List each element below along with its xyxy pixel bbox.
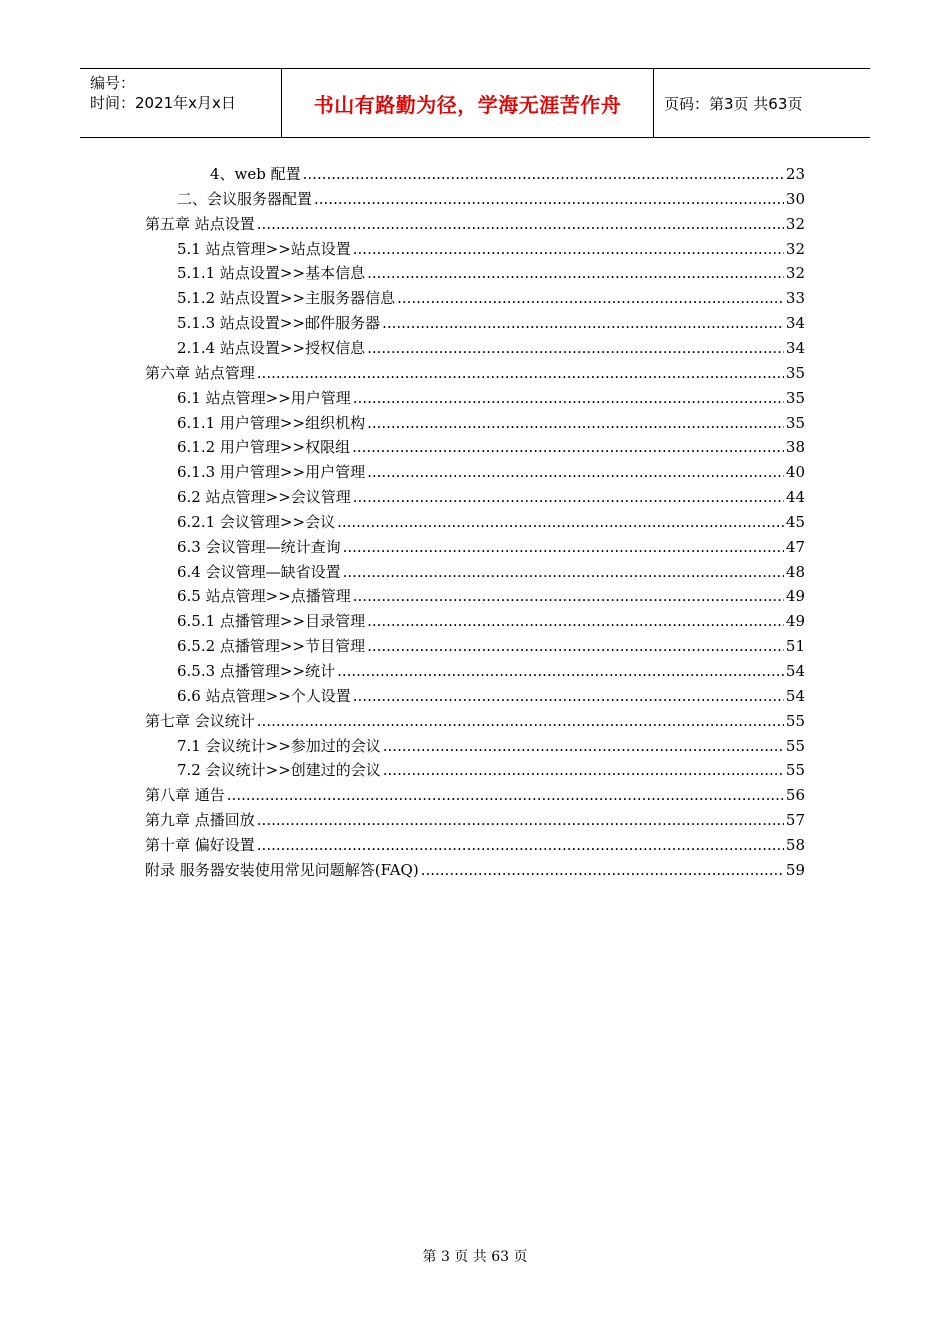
- toc-leader-dots: [257, 810, 784, 830]
- toc-entry-label: 二、会议服务器配置: [177, 189, 313, 208]
- toc-leader-dots: [303, 164, 784, 184]
- toc-entry-page: 57: [785, 811, 805, 830]
- toc-entry[interactable]: [177, 582, 805, 606]
- toc-entry[interactable]: [145, 806, 805, 830]
- toc-entry-page: 44: [785, 488, 805, 507]
- toc-leader-dots: [353, 388, 784, 408]
- toc-entry-page: 33: [785, 289, 805, 308]
- header-page-info-cell: [654, 69, 870, 137]
- toc-entry[interactable]: [177, 309, 805, 333]
- toc-entry[interactable]: [177, 284, 805, 308]
- document-number-label: 编号：: [90, 74, 136, 92]
- footer-page-number: 第 3 页 共 63 页: [422, 1249, 528, 1265]
- toc-leader-dots: [353, 586, 784, 606]
- toc-entry-page: 47: [785, 537, 805, 556]
- toc-entry[interactable]: [177, 756, 805, 780]
- toc-entry-label: 2.1.4 站点设置>>授权信息: [177, 338, 366, 357]
- toc-leader-dots: [353, 239, 784, 259]
- toc-leader-dots: [353, 686, 784, 706]
- toc-entry[interactable]: [177, 632, 805, 656]
- toc-entry-label: 4、web 配置: [210, 165, 301, 183]
- toc-entry-label: 5.1 站点管理>>站点设置: [177, 239, 351, 258]
- toc-entry-label: 第九章 点播回放: [145, 811, 255, 830]
- toc-entry[interactable]: [177, 558, 805, 582]
- toc-leader-dots: [337, 661, 784, 681]
- toc-leader-dots: [257, 363, 784, 383]
- toc-entry-page: 45: [785, 512, 805, 531]
- toc-entry-page: 30: [785, 189, 805, 208]
- toc-entry-page: 55: [785, 736, 805, 755]
- header-motto: 书山有路勤为径，学海无涯苦作舟: [313, 92, 622, 117]
- toc-leader-dots: [343, 537, 784, 557]
- page-footer: [0, 1246, 950, 1266]
- toc-entry-label: 6.4 会议管理—缺省设置: [177, 562, 341, 581]
- toc-entry-page: 55: [785, 711, 805, 730]
- toc-entry-page: 55: [785, 761, 805, 780]
- toc-leader-dots: [367, 636, 784, 656]
- header-motto-cell: [282, 69, 654, 137]
- toc-entry[interactable]: [177, 682, 805, 706]
- toc-entry-page: 35: [785, 413, 805, 432]
- toc-entry-page: 38: [785, 438, 805, 457]
- toc-entry-label: 6.1.2 用户管理>>权限组: [177, 438, 351, 457]
- toc-entry[interactable]: [177, 732, 805, 756]
- toc-leader-dots: [314, 189, 784, 209]
- toc-entry-page: 49: [785, 612, 805, 631]
- toc-entry-label: 5.1.2 站点设置>>主服务器信息: [177, 289, 396, 308]
- toc-entry-label: 第十章 偏好设置: [145, 835, 255, 854]
- toc-entry-page: 51: [785, 637, 805, 656]
- toc-entry-label: 6.6 站点管理>>个人设置: [177, 686, 351, 705]
- toc-entry-page: 32: [785, 239, 805, 258]
- toc-entry-label: 第六章 站点管理: [145, 363, 255, 382]
- document-time-label: 时间：2021年x月x日: [90, 94, 236, 112]
- toc-entry[interactable]: [145, 856, 805, 880]
- toc-entry[interactable]: [177, 657, 805, 681]
- toc-entry-page: 35: [785, 363, 805, 382]
- toc-entry[interactable]: [177, 409, 805, 433]
- toc-entry-label: 6.5.2 点播管理>>节目管理: [177, 637, 366, 656]
- toc-entry-page: 59: [785, 860, 805, 879]
- toc-entry[interactable]: [177, 259, 805, 283]
- toc-leader-dots: [352, 437, 784, 457]
- toc-leader-dots: [367, 462, 784, 482]
- toc-leader-dots: [382, 313, 784, 333]
- toc-leader-dots: [257, 711, 784, 731]
- toc-leader-dots: [227, 785, 784, 805]
- toc-entry[interactable]: [177, 533, 805, 557]
- toc-entry-label: 6.1.3 用户管理>>用户管理: [177, 463, 366, 482]
- toc-entry-label: 6.2 站点管理>>会议管理: [177, 488, 351, 507]
- toc-entry-page: 49: [785, 587, 805, 606]
- toc-entry[interactable]: [177, 458, 805, 482]
- toc-entry-label: 6.5.1 点播管理>>目录管理: [177, 612, 366, 631]
- toc-entry[interactable]: [177, 384, 805, 408]
- toc-leader-dots: [257, 835, 784, 855]
- toc-leader-dots: [367, 413, 784, 433]
- header-page-info: 页码：第3页 共63页: [664, 94, 803, 113]
- toc-entry-page: 40: [785, 463, 805, 482]
- toc-entry-label: 6.5 站点管理>>点播管理: [177, 587, 351, 606]
- toc-entry-label: 6.3 会议管理—统计查询: [177, 537, 341, 556]
- toc-entry-label: 7.2 会议统计>>创建过的会议: [177, 761, 381, 780]
- toc-entry-label: 6.5.3 点播管理>>统计: [177, 662, 336, 680]
- toc-leader-dots: [421, 860, 784, 880]
- toc-entry-page: 48: [785, 562, 805, 581]
- toc-entry[interactable]: [145, 707, 805, 731]
- toc-entry-label: 第五章 站点设置: [145, 214, 255, 233]
- toc-entry[interactable]: [177, 433, 805, 457]
- toc-leader-dots: [367, 338, 784, 358]
- toc-entry[interactable]: [145, 210, 805, 234]
- toc-entry-label: 6.1.1 用户管理>>组织机构: [177, 413, 366, 432]
- toc-leader-dots: [367, 611, 784, 631]
- toc-entry-page: 56: [785, 786, 805, 805]
- toc-entry-label: 5.1.1 站点设置>>基本信息: [177, 264, 366, 283]
- toc-entry[interactable]: [177, 607, 805, 631]
- toc-leader-dots: [367, 263, 784, 283]
- toc-leader-dots: [257, 214, 784, 234]
- toc-entry-page: 23: [785, 165, 805, 183]
- toc-entry-page: 32: [785, 214, 805, 233]
- header-meta: [80, 69, 282, 137]
- toc-entry[interactable]: [177, 185, 805, 209]
- toc-leader-dots: [353, 487, 784, 507]
- toc-entry-label: 7.1 会议统计>>参加过的会议: [177, 736, 381, 755]
- toc-entry[interactable]: [177, 508, 805, 532]
- toc-entry[interactable]: [177, 483, 805, 507]
- toc-entry-label: 附录 服务器安装使用常见问题解答(FAQ): [145, 860, 419, 879]
- toc-entry[interactable]: [177, 334, 805, 358]
- toc-entry-page: 35: [785, 388, 805, 407]
- toc-entry-page: 58: [785, 835, 805, 854]
- page-header: [80, 68, 870, 138]
- toc-entry[interactable]: [177, 235, 805, 259]
- toc-leader-dots: [397, 288, 784, 308]
- toc-entry[interactable]: [210, 160, 805, 184]
- toc-entry[interactable]: [145, 831, 805, 855]
- toc-leader-dots: [343, 562, 784, 582]
- toc-entry-page: 32: [785, 264, 805, 283]
- toc-entry-page: 34: [785, 314, 805, 333]
- toc-entry-label: 第七章 会议统计: [145, 711, 255, 730]
- toc-entry-page: 54: [785, 662, 805, 680]
- toc-entry-page: 34: [785, 338, 805, 357]
- toc-entry[interactable]: [145, 359, 805, 383]
- toc-leader-dots: [337, 512, 784, 532]
- toc-entry-label: 第八章 通告: [145, 786, 225, 805]
- toc-entry-label: 6.1 站点管理>>用户管理: [177, 388, 351, 407]
- toc-entry-label: 6.2.1 会议管理>>会议: [177, 512, 336, 531]
- toc-leader-dots: [383, 736, 784, 756]
- toc-entry[interactable]: [145, 781, 805, 805]
- toc-entry-label: 5.1.3 站点设置>>邮件服务器: [177, 314, 381, 333]
- toc-leader-dots: [383, 760, 784, 780]
- toc-entry-page: 54: [785, 686, 805, 705]
